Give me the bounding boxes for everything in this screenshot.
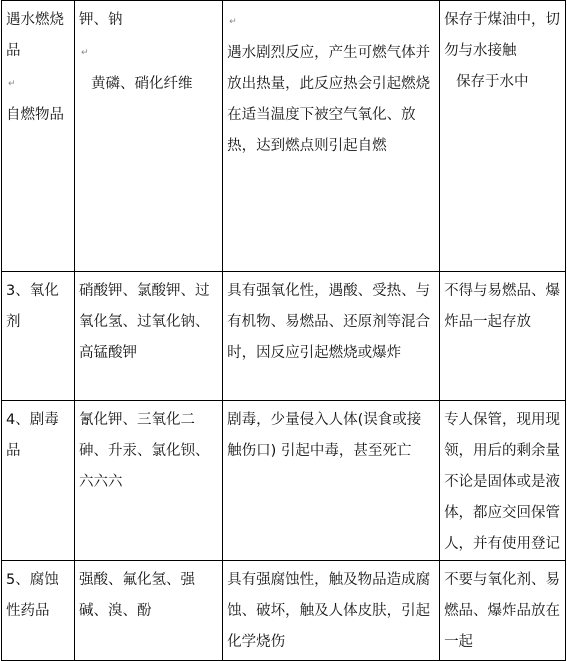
- storage-text: 保存于水中: [456, 74, 529, 90]
- storage-text: 不得与易燃品、爆炸品一起存放: [444, 283, 561, 330]
- examples-cell: [75, 272, 223, 401]
- storage-text: 不要与氧化剂、易燃品、爆炸品放在一起: [444, 572, 561, 650]
- hazard-cell: [223, 561, 440, 661]
- hazard-text: 具有强腐蚀性，触及物品造成腐蚀、破坏，触及人体皮肤，引起化学烧伤: [227, 572, 431, 650]
- storage-text: 专人保管，现用现领，用后的剩余量不论是固体或是液体，都应交回保管人，并有使用登记: [444, 412, 561, 552]
- storage-cell: [440, 272, 566, 401]
- hazard-cell: [223, 401, 440, 561]
- table-row: [2, 561, 566, 661]
- examples-cell: [75, 401, 223, 561]
- category-text: 4、剧毒品: [6, 412, 59, 459]
- examples-text: 黄磷、硝化纤维: [91, 76, 193, 92]
- empty-paragraph: ↵: [8, 79, 16, 89]
- category-cell: [2, 272, 75, 401]
- storage-cell: [440, 1, 566, 272]
- category-text: 5、腐蚀性药品: [6, 572, 59, 619]
- table-row: [2, 1, 566, 272]
- chemical-hazard-table: [1, 0, 566, 661]
- empty-paragraph: ↵: [81, 48, 89, 58]
- examples-cell: [75, 1, 223, 272]
- category-cell: [2, 561, 75, 661]
- hazard-text: 具有强氧化性，遇酸、受热、与有机物、易燃品、还原剂等混合时，因反应引起燃烧或爆炸: [227, 283, 431, 361]
- category-cell: [2, 401, 75, 561]
- category-text: 自燃物品: [6, 107, 64, 123]
- examples-text: 硝酸钾、氯酸钾、过氧化氢、过氧化钠、高锰酸钾: [79, 283, 210, 361]
- empty-paragraph: ↵: [229, 17, 237, 27]
- storage-cell: [440, 401, 566, 561]
- examples-text: 强酸、氟化氢、强碱、溴、酚: [79, 572, 195, 619]
- category-text: 遇水燃烧品: [6, 12, 64, 59]
- hazard-cell: [223, 1, 440, 272]
- storage-text: 保存于煤油中，切勿与水接触: [444, 12, 561, 59]
- storage-cell: [440, 561, 566, 661]
- examples-text: 钾、钠: [79, 12, 123, 28]
- table-row: [2, 401, 566, 561]
- table-row: [2, 272, 566, 401]
- examples-cell: [75, 561, 223, 661]
- category-cell: [2, 1, 75, 272]
- hazard-text: 在适当温度下被空气氧化、放热，达到燃点则引起自燃: [227, 107, 416, 154]
- category-text: 3、氧化剂: [6, 283, 59, 330]
- hazard-text: 剧毒，少量侵入人体(误食或接触伤口) 引起中毒，甚至死亡: [227, 412, 422, 459]
- hazard-cell: [223, 272, 440, 401]
- hazard-text: 遇水剧烈反应，产生可燃气体并放出热量，此反应热会引起燃烧: [227, 45, 431, 92]
- examples-text: 氰化钾、三氧化二砷、升汞、氯化钡、六六六: [79, 412, 210, 490]
